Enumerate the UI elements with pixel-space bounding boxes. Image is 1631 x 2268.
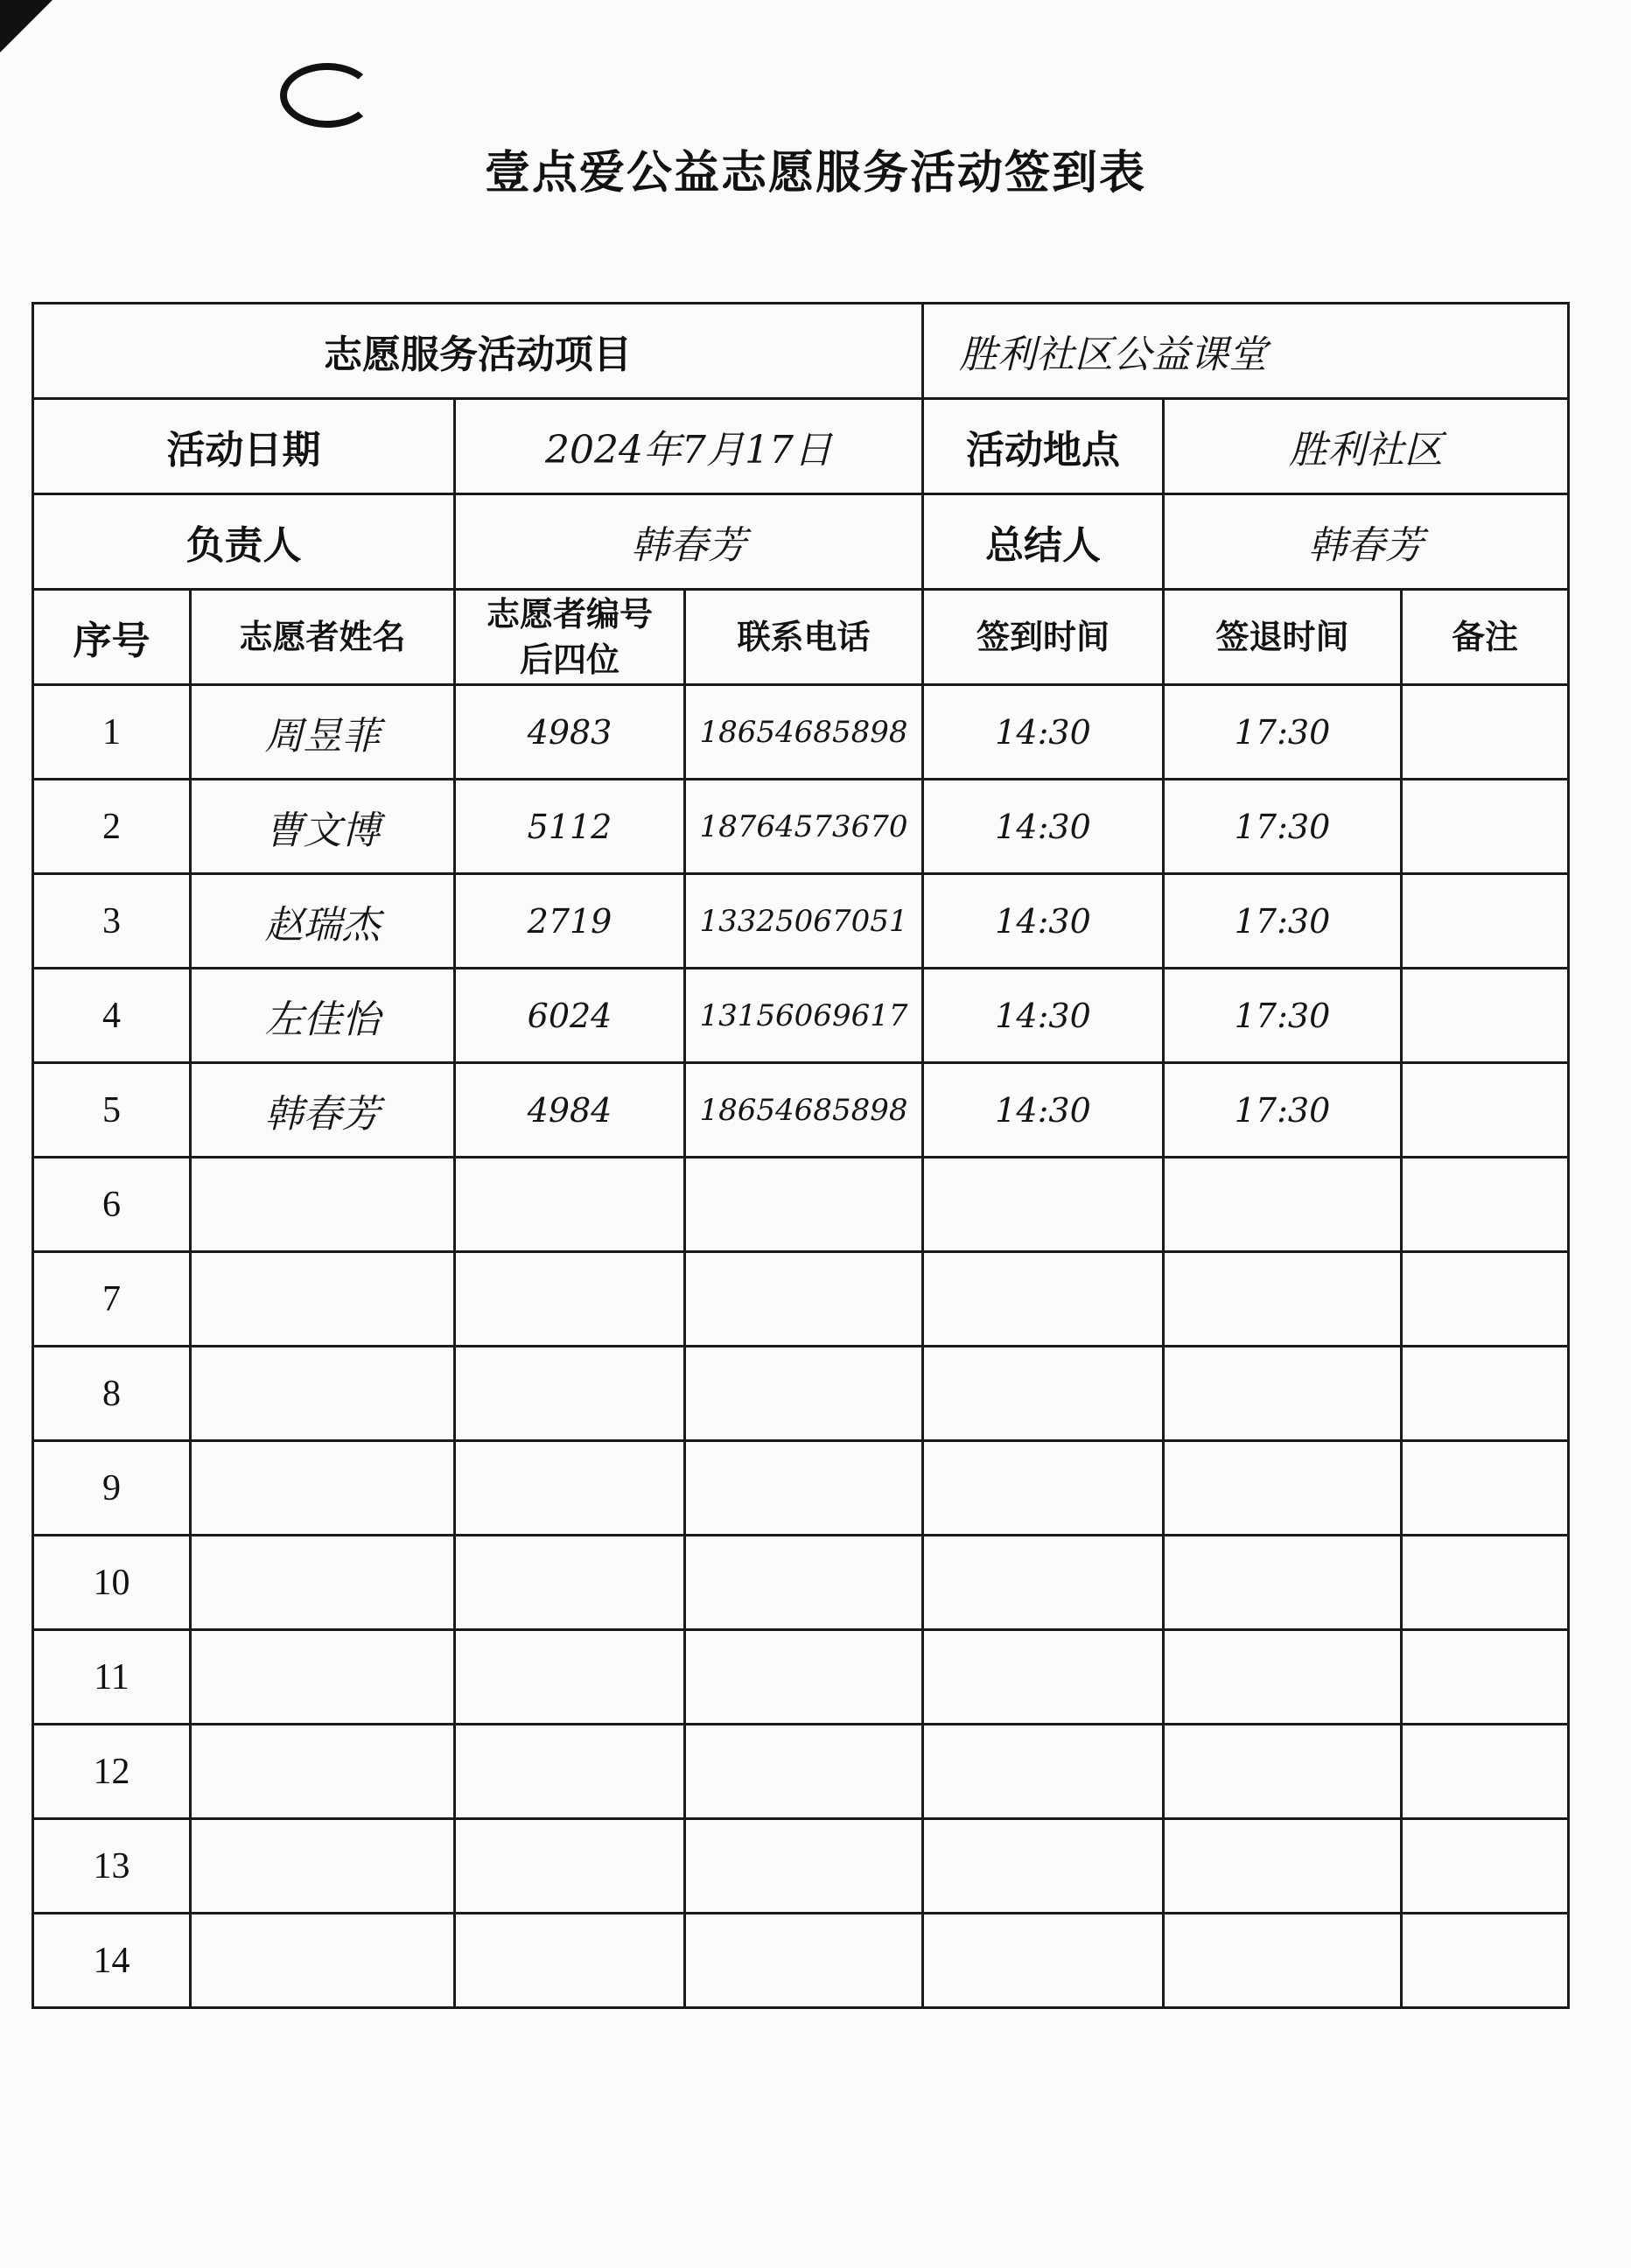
seq-cell (33, 969, 191, 1063)
id-cell (455, 1630, 685, 1725)
table-row (33, 780, 1569, 874)
phone-cell-text: 18764573670 (699, 808, 908, 844)
id-cell (455, 1063, 685, 1158)
location-label: 活动地点 (923, 399, 1164, 494)
signout-cell (1164, 685, 1402, 780)
table-row (33, 1819, 1569, 1914)
id-cell (455, 1536, 685, 1630)
signin-cell-text: 14:30 (995, 901, 1091, 941)
note-cell (1402, 874, 1569, 969)
signin-cell (923, 1819, 1164, 1914)
col-id-line2: 后四位 (519, 640, 620, 679)
id-cell-text: 4984 (527, 1090, 612, 1130)
signin-cell (923, 685, 1164, 780)
col-signin: 签到时间 (923, 590, 1164, 685)
id-cell-text: 5112 (527, 807, 612, 846)
name-cell (191, 1536, 455, 1630)
signin-cell-text: 14:30 (995, 712, 1091, 752)
col-note: 备注 (1402, 590, 1569, 685)
date-label: 活动日期 (33, 399, 455, 494)
phone-cell (685, 1441, 923, 1536)
table-row (33, 1252, 1569, 1347)
signout-cell-text: 17:30 (1234, 996, 1331, 1035)
phone-cell (685, 1252, 923, 1347)
seq-cell-text: 14 (93, 1940, 130, 1981)
signin-cell (923, 1063, 1164, 1158)
note-cell (1402, 1725, 1569, 1819)
table-row (33, 969, 1569, 1063)
phone-cell (685, 1630, 923, 1725)
ring-mark (280, 63, 374, 128)
phone-cell (685, 780, 923, 874)
phone-cell-text: 18654685898 (699, 1092, 908, 1128)
signin-cell (923, 969, 1164, 1063)
date-value: 2024年7月17日 (545, 428, 832, 472)
id-cell-text: 4983 (527, 712, 612, 752)
phone-cell (685, 969, 923, 1063)
name-cell-text: 周昱菲 (264, 713, 381, 759)
note-cell (1402, 1536, 1569, 1630)
seq-cell (33, 685, 191, 780)
seq-cell-text: 8 (102, 1373, 121, 1414)
phone-cell-text: 13156069617 (699, 998, 908, 1033)
name-cell (191, 1347, 455, 1441)
id-cell (455, 1914, 685, 2008)
summarizer-value-cell (1164, 494, 1569, 590)
phone-cell (685, 1063, 923, 1158)
id-cell (455, 874, 685, 969)
phone-cell (685, 1347, 923, 1441)
seq-cell-text: 1 (102, 711, 121, 752)
id-cell (455, 780, 685, 874)
seq-cell-text: 4 (102, 995, 121, 1036)
table-row (33, 1536, 1569, 1630)
table-row (33, 1441, 1569, 1536)
leader-signature: 韩春芳 (631, 523, 746, 568)
page-title: 壹点爱公益志愿服务活动签到表 (484, 147, 1146, 200)
phone-cell (685, 1819, 923, 1914)
seq-cell-text: 3 (102, 900, 121, 942)
name-cell (191, 685, 455, 780)
name-cell (191, 969, 455, 1063)
note-cell (1402, 685, 1569, 780)
signout-cell (1164, 1819, 1402, 1914)
col-id (455, 590, 685, 685)
summarizer-label: 总结人 (923, 494, 1164, 590)
id-cell (455, 1158, 685, 1252)
note-cell (1402, 969, 1569, 1063)
seq-cell (33, 1725, 191, 1819)
signin-cell-text: 14:30 (995, 1090, 1091, 1130)
note-cell (1402, 1347, 1569, 1441)
signout-cell (1164, 780, 1402, 874)
name-cell-text: 左佳怡 (264, 997, 381, 1042)
signin-cell (923, 1252, 1164, 1347)
signout-cell (1164, 1347, 1402, 1441)
seq-cell (33, 1630, 191, 1725)
phone-cell (685, 1158, 923, 1252)
summarizer-signature: 韩春芳 (1308, 523, 1424, 568)
signin-cell (923, 1158, 1164, 1252)
name-cell-text: 韩春芳 (264, 1091, 381, 1137)
project-value-cell (923, 304, 1569, 399)
signin-cell (923, 1914, 1164, 2008)
signin-cell-text: 14:30 (995, 996, 1091, 1035)
col-name: 志愿者姓名 (191, 590, 455, 685)
seq-cell (33, 1819, 191, 1914)
leader-row (33, 494, 1569, 590)
signout-cell (1164, 1914, 1402, 2008)
seq-cell (33, 1441, 191, 1536)
date-row (33, 399, 1569, 494)
name-cell (191, 1914, 455, 2008)
phone-cell (685, 685, 923, 780)
col-seq: 序号 (33, 590, 191, 685)
name-cell (191, 1158, 455, 1252)
id-cell (455, 1441, 685, 1536)
seq-cell-text: 9 (102, 1467, 121, 1508)
note-cell (1402, 1158, 1569, 1252)
note-cell (1402, 1819, 1569, 1914)
leader-label: 负责人 (33, 494, 455, 590)
phone-cell-text: 18654685898 (699, 714, 908, 750)
signout-cell (1164, 1063, 1402, 1158)
signin-table (32, 302, 1570, 2009)
note-cell (1402, 780, 1569, 874)
id-cell (455, 1725, 685, 1819)
note-cell (1402, 1914, 1569, 2008)
seq-cell-text: 12 (93, 1751, 130, 1792)
name-cell (191, 1063, 455, 1158)
col-signout: 签退时间 (1164, 590, 1402, 685)
id-cell (455, 685, 685, 780)
table-row (33, 1158, 1569, 1252)
table-row (33, 1630, 1569, 1725)
table-row (33, 1725, 1569, 1819)
name-cell (191, 1441, 455, 1536)
column-header-row (33, 590, 1569, 685)
corner-fold-mark (0, 0, 52, 52)
signout-cell (1164, 1536, 1402, 1630)
location-value-cell (1164, 399, 1569, 494)
seq-cell (33, 1536, 191, 1630)
id-cell (455, 969, 685, 1063)
table-row (33, 874, 1569, 969)
name-cell (191, 1725, 455, 1819)
signin-cell (923, 780, 1164, 874)
signin-cell (923, 874, 1164, 969)
phone-cell-text: 13325067051 (699, 903, 908, 939)
note-cell (1402, 1441, 1569, 1536)
name-cell-text: 赵瑞杰 (264, 902, 381, 948)
location-value: 胜利社区 (1289, 428, 1444, 472)
table-row (33, 1914, 1569, 2008)
table-row (33, 1347, 1569, 1441)
name-cell (191, 780, 455, 874)
signout-cell (1164, 969, 1402, 1063)
signout-cell-text: 17:30 (1234, 712, 1331, 752)
seq-cell-text: 6 (102, 1184, 121, 1225)
phone-cell (685, 1725, 923, 1819)
project-row (33, 304, 1569, 399)
name-cell (191, 1819, 455, 1914)
phone-cell (685, 1536, 923, 1630)
seq-cell (33, 780, 191, 874)
seq-cell (33, 1063, 191, 1158)
id-cell (455, 1252, 685, 1347)
signout-cell-text: 17:30 (1234, 1090, 1331, 1130)
id-cell (455, 1347, 685, 1441)
id-cell (455, 1819, 685, 1914)
signout-cell-text: 17:30 (1234, 901, 1331, 941)
name-cell (191, 874, 455, 969)
name-cell (191, 1630, 455, 1725)
signout-cell (1164, 874, 1402, 969)
seq-cell-text: 5 (102, 1089, 121, 1130)
col-phone: 联系电话 (685, 590, 923, 685)
signin-cell (923, 1725, 1164, 1819)
signout-cell (1164, 1630, 1402, 1725)
note-cell (1402, 1252, 1569, 1347)
leader-value-cell (455, 494, 923, 590)
seq-cell (33, 1347, 191, 1441)
seq-cell-text: 7 (102, 1278, 121, 1320)
signin-cell (923, 1536, 1164, 1630)
signin-cell (923, 1630, 1164, 1725)
seq-cell-text: 10 (93, 1562, 130, 1603)
date-value-cell (455, 399, 923, 494)
signin-cell (923, 1347, 1164, 1441)
note-cell (1402, 1630, 1569, 1725)
col-id-line1: 志愿者编号 (486, 595, 653, 634)
phone-cell (685, 874, 923, 969)
table-row (33, 1063, 1569, 1158)
seq-cell (33, 1914, 191, 2008)
phone-cell (685, 1914, 923, 2008)
table-row (33, 685, 1569, 780)
seq-cell (33, 1252, 191, 1347)
signout-cell (1164, 1158, 1402, 1252)
seq-cell-text: 13 (93, 1845, 130, 1886)
project-label: 志愿服务活动项目 (33, 304, 923, 399)
signin-cell-text: 14:30 (995, 807, 1091, 846)
id-cell-text: 6024 (527, 996, 612, 1035)
seq-cell-text: 11 (94, 1656, 130, 1698)
id-cell-text: 2719 (527, 901, 612, 941)
signout-cell (1164, 1252, 1402, 1347)
seq-cell (33, 874, 191, 969)
project-value: 胜利社区公益课堂 (959, 332, 1267, 377)
signout-cell (1164, 1725, 1402, 1819)
name-cell (191, 1252, 455, 1347)
note-cell (1402, 1063, 1569, 1158)
signout-cell-text: 17:30 (1234, 807, 1331, 846)
name-cell-text: 曹文博 (264, 808, 381, 853)
signout-cell (1164, 1441, 1402, 1536)
seq-cell-text: 2 (102, 806, 121, 847)
seq-cell (33, 1158, 191, 1252)
signin-cell (923, 1441, 1164, 1536)
